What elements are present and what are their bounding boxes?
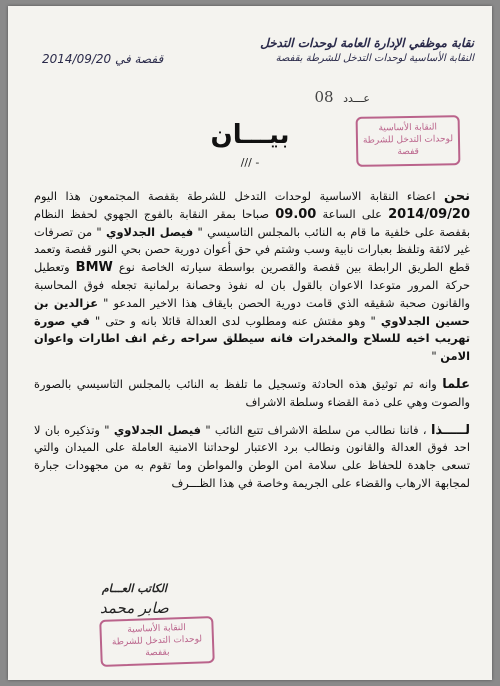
stamp-line: لوحدات التدخل للشرطة — [362, 134, 454, 146]
paragraph-lead: لـــــذا — [430, 422, 471, 438]
deputy-name: فيصل الجدلاوي — [106, 224, 194, 239]
signer-role: الكاتب العـــام — [101, 582, 167, 595]
statement-body — [34, 188, 470, 493]
text-span: " وهو مفتش عنه ومطلوب لدى العدالة قائلا بانه و حتى " — [89, 313, 381, 328]
text-span: صباحا بمقر النقابة بالفوج الجهوي لحفظ النظام بقفصة على خلفية ما قام به النائب بالمجلس التاسيسي " — [34, 206, 471, 239]
paragraph-lead: علما — [442, 376, 470, 392]
reference-number — [315, 88, 371, 106]
signature-block — [100, 582, 169, 617]
document-title: بيـــان — [210, 120, 290, 150]
paragraph-2 — [34, 376, 470, 412]
stamp-line: بقفصة — [145, 647, 170, 659]
organization-header — [214, 36, 474, 64]
official-stamp-bottom — [99, 616, 215, 667]
org-name-line1: نقابة موظفي الإدارة العامة لوحدات التدخل — [260, 36, 474, 50]
text-span: ، فاننا نطالب من سلطة الاشراف تتبع النائب " — [201, 422, 431, 437]
document-date: قفصة في 2014/09/20 — [42, 52, 164, 66]
quoted-threat: في صورة تهريب اخيه للسلاح والمخدرات فانه سيطلق سراحه رغم انف اطارات واعوان الامن — [34, 313, 470, 364]
title-decoration: /// - — [240, 156, 260, 169]
paragraph-1 — [34, 188, 470, 366]
stamp-line: النقابة الأساسية — [127, 622, 186, 636]
brother-name: عزالدين بن حسين الجدلاوي — [34, 295, 470, 328]
meeting-time: 09.00 — [275, 206, 317, 222]
stamp-line: لوحدات التدخل للشرطة — [111, 634, 203, 648]
text-span: على الساعة — [316, 206, 389, 221]
stamp-line: قفصة — [397, 147, 420, 158]
paragraph-lead: نحن — [444, 189, 470, 204]
reference-value: 08 — [314, 88, 334, 106]
document-page — [8, 6, 492, 680]
text-span: اعضاء النقابة الاساسية لوحدات التدخل للشرطة بقفصة المجتمعون هذا اليوم — [34, 189, 445, 203]
text-span: " — [431, 349, 441, 364]
paragraph-3 — [34, 422, 470, 493]
deputy-name: فيصل الجدلاوي — [113, 422, 202, 437]
stamp-line: النقابة الأساسية — [378, 122, 438, 134]
text-span: " من تصرفات غير لائقة وتلفظ بعبارات نابية وسب وشتم في حق أعوان دورية حصن بحي النور قفصة وتعمد قطع الطريق الرابطة بين قفصة والقصرين بواسطة سيارته الخاصة نوع — [34, 224, 470, 275]
reference-label: عـــدد — [343, 92, 370, 105]
text-span: وانه تم توثيق هذه الحادثة وتسجيل ما تلفظ به النائب بالمجلس التاسيسي بالصورة والصوت وهي على ذمة القضاء وسلطة الاشراف — [34, 376, 470, 409]
org-name-line2: النقابة الأساسية لوحدات التدخل للشرطة بقفصة — [275, 53, 474, 64]
signer-name: صابر محمد — [100, 599, 169, 617]
text-span: " وتذكيره بان لا احد فوق العدالة والقانون ونطالب برد الاعتبار لوحداتنا الامنية العاملة على الميدان والتي تسعى جاهدة للحفاظ على سلامة امن الوطن والمواطن وما تقوم به من مجهودات جبارة لمجابهة الارهاب والقضاء على الجريمة وخاصة في هذا الظـــرف — [34, 422, 470, 490]
text-span: وتعطيل حركة المرور متوعدا الاعوان بالقول بان له نفوذ وحصانة برلمانية تجعله فوق المحاسبة والقانون صحبة شقيقه الذي قامت دورية الحصن بايقاف هذا الاخير المدعو " — [34, 260, 470, 310]
car-brand: BMW — [75, 260, 113, 276]
meeting-date: 2014/09/20 — [388, 206, 470, 222]
